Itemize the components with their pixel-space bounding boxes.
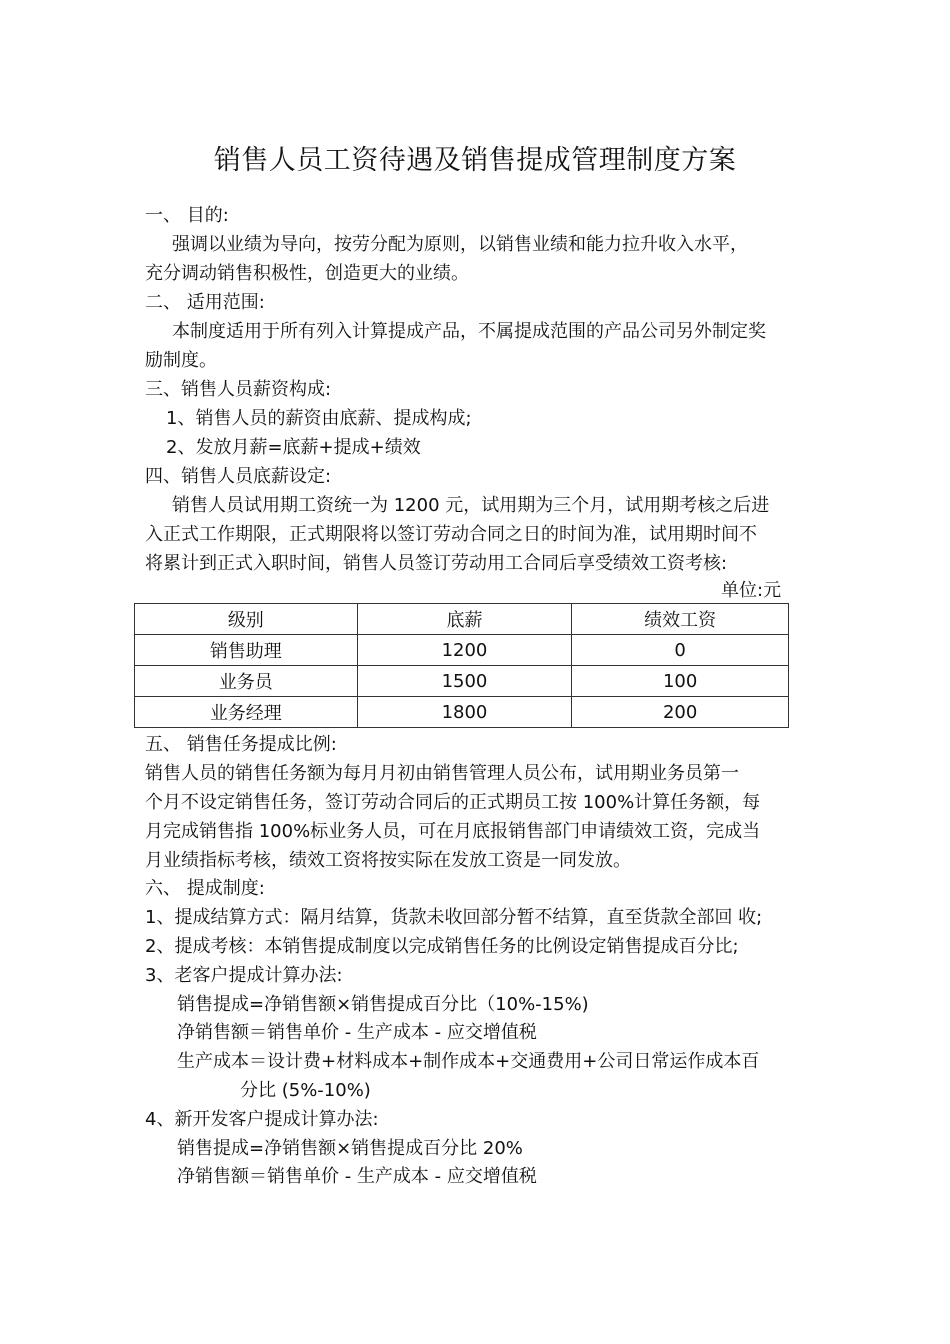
paragraph-line: 励制度。 [145,350,217,371]
table-row [135,697,789,728]
table-header-cell: 级别 [135,604,358,635]
table-cell: 1500 [357,666,572,697]
list-item: 1、销售人员的薪资由底薪、提成构成; [166,408,472,429]
list-item: 2、发放月薪=底薪+提成+绩效 [166,437,421,458]
table-cell: 1800 [357,697,572,728]
formula-line: 销售提成=净销售额×销售提成百分比 20% [177,1138,523,1159]
section-heading-scope: 二、 适用范围: [145,292,265,313]
table-header-cell: 绩效工资 [572,604,789,635]
formula-line: 生产成本＝设计费+材料成本+制作成本+交通费用+公司日常运作成本百 [177,1051,760,1072]
section-heading-commission-system: 六、 提成制度: [145,878,265,899]
table-row [135,635,789,666]
formula-line: 净销售额＝销售单价 - 生产成本 - 应交增值税 [177,1022,537,1043]
table-cell: 0 [572,635,789,666]
paragraph-line: 销售人员试用期工资统一为 1200 元，试用期为三个月，试用期考核之后进 [172,495,770,516]
table-cell: 业务员 [135,666,358,697]
formula-line: 净销售额＝销售单价 - 生产成本 - 应交增值税 [177,1166,537,1187]
paragraph-line: 个月不设定销售任务，签订劳动合同后的正式期员工按 100%计算任务额，每 [145,792,761,813]
table-row [135,666,789,697]
list-item: 2、提成考核：本销售提成制度以完成销售任务的比例设定销售提成百分比; [145,936,739,957]
list-item: 4、新开发客户提成计算办法: [145,1109,379,1130]
section-heading-purpose: 一、 目的: [145,205,229,226]
table-cell: 1200 [357,635,572,666]
table-cell: 销售助理 [135,635,358,666]
table-header-row [135,604,789,635]
formula-line: 分比 (5%-10%) [240,1080,371,1101]
table-cell: 200 [572,697,789,728]
paragraph-line: 销售人员的销售任务额为每月月初由销售管理人员公布，试用期业务员第一 [145,763,739,784]
paragraph-line: 入正式工作期限，正式期限将以签订劳动合同之日的时间为准，试用期时间不 [145,524,757,545]
section-heading-task-commission: 五、 销售任务提成比例: [145,734,337,755]
unit-label: 单位:元 [721,580,782,601]
section-heading-base-salary: 四、销售人员底薪设定: [145,466,332,487]
paragraph-line: 强调以业绩为导向，按劳分配为原则，以销售业绩和能力拉升收入水平， [172,234,748,255]
formula-line: 销售提成=净销售额×销售提成百分比（10%-15%) [177,994,589,1015]
paragraph-line: 月业绩指标考核，绩效工资将按实际在发放工资是一同发放。 [145,850,631,871]
list-item: 3、老客户提成计算办法: [145,965,343,986]
list-item: 1、提成结算方式：隔月结算，货款未收回部分暂不结算，直至货款全部回 收; [145,907,763,928]
paragraph-line: 月完成销售指 100%标业务人员，可在月底报销售部门申请绩效工资，完成当 [145,821,761,842]
table-cell: 100 [572,666,789,697]
table-header-cell: 底薪 [357,604,572,635]
table-cell: 业务经理 [135,697,358,728]
salary-table [134,603,789,728]
paragraph-line: 将累计到正式入职时间，销售人员签订劳动用工合同后享受绩效工资考核: [145,553,728,574]
paragraph-line: 充分调动销售积极性，创造更大的业绩。 [145,263,469,284]
paragraph-line: 本制度适用于所有列入计算提成产品，不属提成范围的产品公司另外制定奖 [172,321,766,342]
section-heading-salary-structure: 三、销售人员薪资构成: [145,379,332,400]
document-title: 销售人员工资待遇及销售提成管理制度方案 [213,145,737,176]
